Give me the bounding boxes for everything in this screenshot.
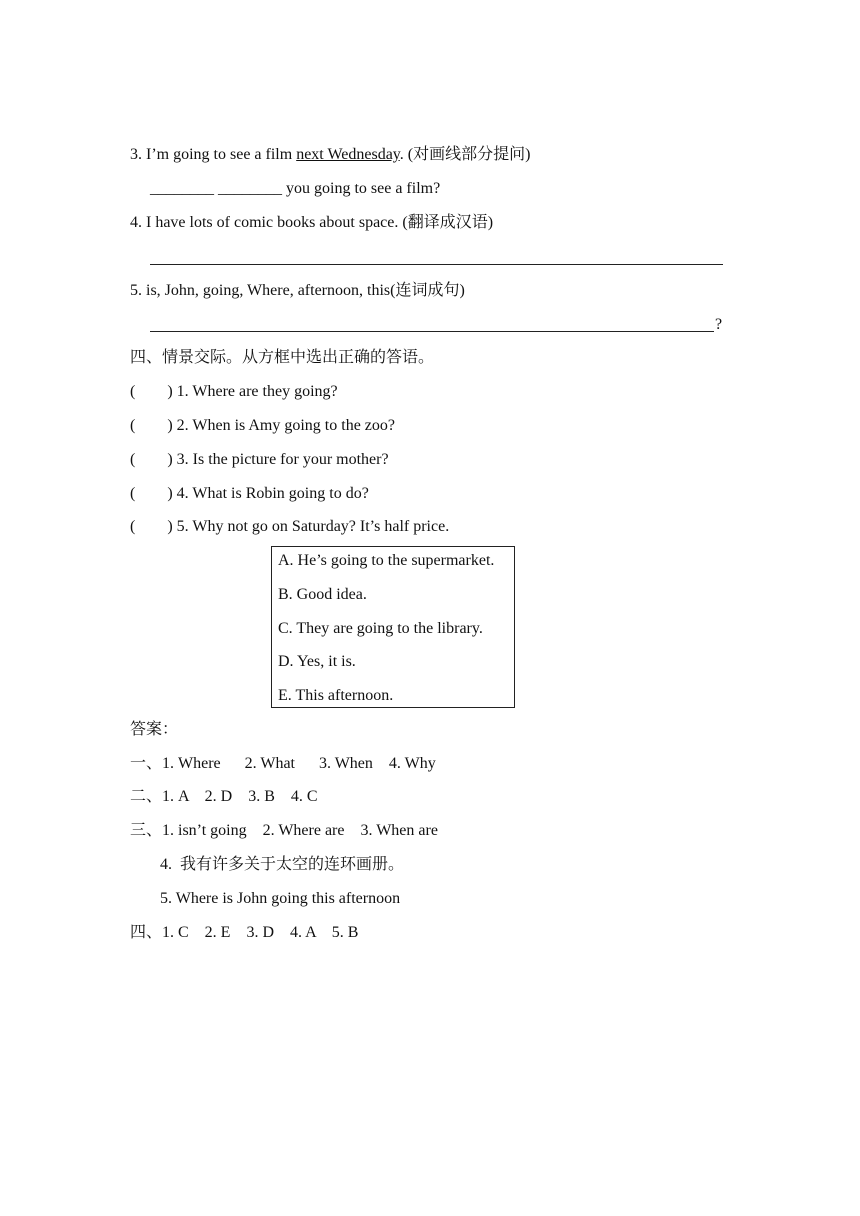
answers-heading: 答案： xyxy=(130,721,179,738)
question-5: 5. is, John, going, Where, afternoon, this(连词成句) xyxy=(130,282,465,299)
dialogue-item-1: ( ) 1. Where are they going? xyxy=(130,383,338,400)
q5-end-mark: ? xyxy=(715,316,723,333)
q3-answer-line: ________ ________ you going to see a film? xyxy=(150,180,441,197)
q5-answer-rule xyxy=(150,331,714,332)
answers-section-3-item-5: 5. Where is John going this afternoon xyxy=(160,890,401,907)
option-e: E. This afternoon. xyxy=(278,687,394,704)
dialogue-item-2: ( ) 2. When is Amy going to the zoo? xyxy=(130,417,395,434)
answers-section-4: 四、1. C 2. E 3. D 4. A 5. B xyxy=(130,924,359,941)
dialogue-item-3: ( ) 3. Is the picture for your mother? xyxy=(130,451,389,468)
q3-prefix: 3. I’m going to see a film xyxy=(130,146,297,163)
option-b: B. Good idea. xyxy=(278,586,367,603)
question-3 xyxy=(130,145,530,165)
section-4-heading: 四、情景交际。从方框中选出正确的答语。 xyxy=(130,349,435,366)
option-a: A. He’s going to the supermarket. xyxy=(278,552,495,569)
answers-section-3: 三、1. isn’t going 2. Where are 3. When are xyxy=(130,822,438,839)
option-c: C. They are going to the library. xyxy=(278,620,483,637)
q4-answer-rule xyxy=(150,264,723,265)
answers-section-2: 二、1. A 2. D 3. B 4. C xyxy=(130,788,318,805)
question-4: 4. I have lots of comic books about space. (翻译成汉语) xyxy=(130,214,494,231)
q3-underlined-phrase: next Wednesday xyxy=(296,146,400,163)
q3-suffix: . (对画线部分提问) xyxy=(399,146,531,163)
dialogue-item-4: ( ) 4. What is Robin going to do? xyxy=(130,485,369,502)
dialogue-item-5: ( ) 5. Why not go on Saturday? It’s half price. xyxy=(130,518,450,535)
answers-section-1: 一、1. Where 2. What 3. When 4. Why xyxy=(130,755,436,772)
answers-section-3-item-4: 4. 我有许多关于太空的连环画册。 xyxy=(160,856,405,873)
option-d: D. Yes, it is. xyxy=(278,653,356,670)
